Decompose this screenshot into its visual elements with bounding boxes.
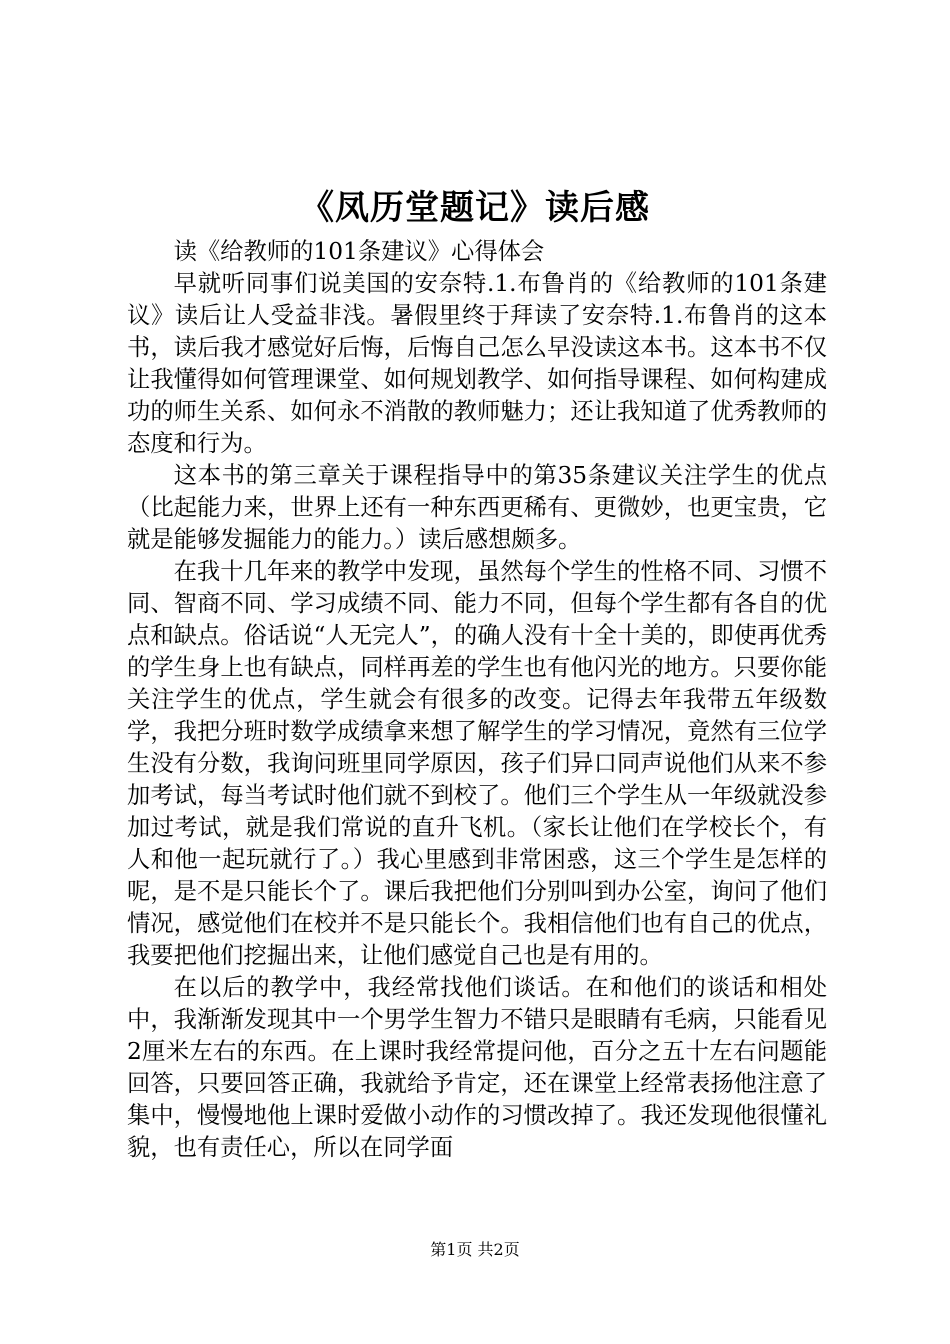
paragraph-1: 早就听同事们说美国的安奈特.1.布鲁肖的《给教师的101条建议》读后让人受益非浅。暑假里终于拜读了安奈特.1.布鲁肖的这本书，读后我才感觉好后悔，后悔自己怎么早没读这本书。这本书不仅让我懂得如何管理课堂、如何规划教学、如何指导课程、如何构建成功的师生关系、如何永不消散的教师魅力；还让我知道了优秀教师的态度和行为。 — [127, 270, 827, 457]
paragraph-4: 在以后的教学中，我经常找他们谈话。在和他们的谈话和相处中，我渐渐发现其中一个男学生智力不错只是眼睛有毛病，只能看见2厘米左右的东西。在上课时我经常提问他，百分之五十左右问题能回答，只要回答正确，我就给予肯定，还在课堂上经常表扬他注意了集中，慢慢地他上课时爱做小动作的习惯改掉了。我还发现他很懂礼貌，也有责任心，所以在同学面 — [127, 974, 827, 1161]
document-title: 《凤历堂题记》读后感 — [300, 188, 650, 228]
paragraph-subtitle: 读《给教师的101条建议》心得体会 — [173, 238, 545, 265]
document-body — [127, 236, 827, 1164]
paragraph-2: 这本书的第三章关于课程指导中的第35条建议关注学生的优点（比起能力来，世界上还有一种东西更稀有、更微妙，也更宝贵，它就是能够发掘能力的能力。）读后感想颇多。 — [127, 462, 827, 553]
paragraph-3: 在我十几年来的教学中发现，虽然每个学生的性格不同、习惯不同、智商不同、学习成绩不同、能力不同，但每个学生都有各自的优点和缺点。俗话说“人无完人”，的确人没有十全十美的，即使再优秀的学生身上也有缺点，同样再差的学生也有他闪光的地方。只要你能关注学生的优点，学生就会有很多的改变。记得去年我带五年级数学，我把分班时数学成绩拿来想了解学生的学习情况，竟然有三位学生没有分数，我询问班里同学原因，孩子们异口同声说他们从来不参加考试，每当考试时他们就不到校了。他们三个学生从一年级就没参加过考试，就是我们常说的直升飞机。（家长让他们在学校长个，有人和他一起玩就行了。）我心里感到非常困惑，这三个学生是怎样的呢，是不是只能长个了。课后我把他们分别叫到办公室，询问了他们情况，感觉他们在校并不是只能长个。我相信他们也有自己的优点，我要把他们挖掘出来，让他们感觉自己也是有用的。 — [127, 558, 827, 969]
page-number-footer: 第1页 共2页 — [430, 1240, 520, 1259]
